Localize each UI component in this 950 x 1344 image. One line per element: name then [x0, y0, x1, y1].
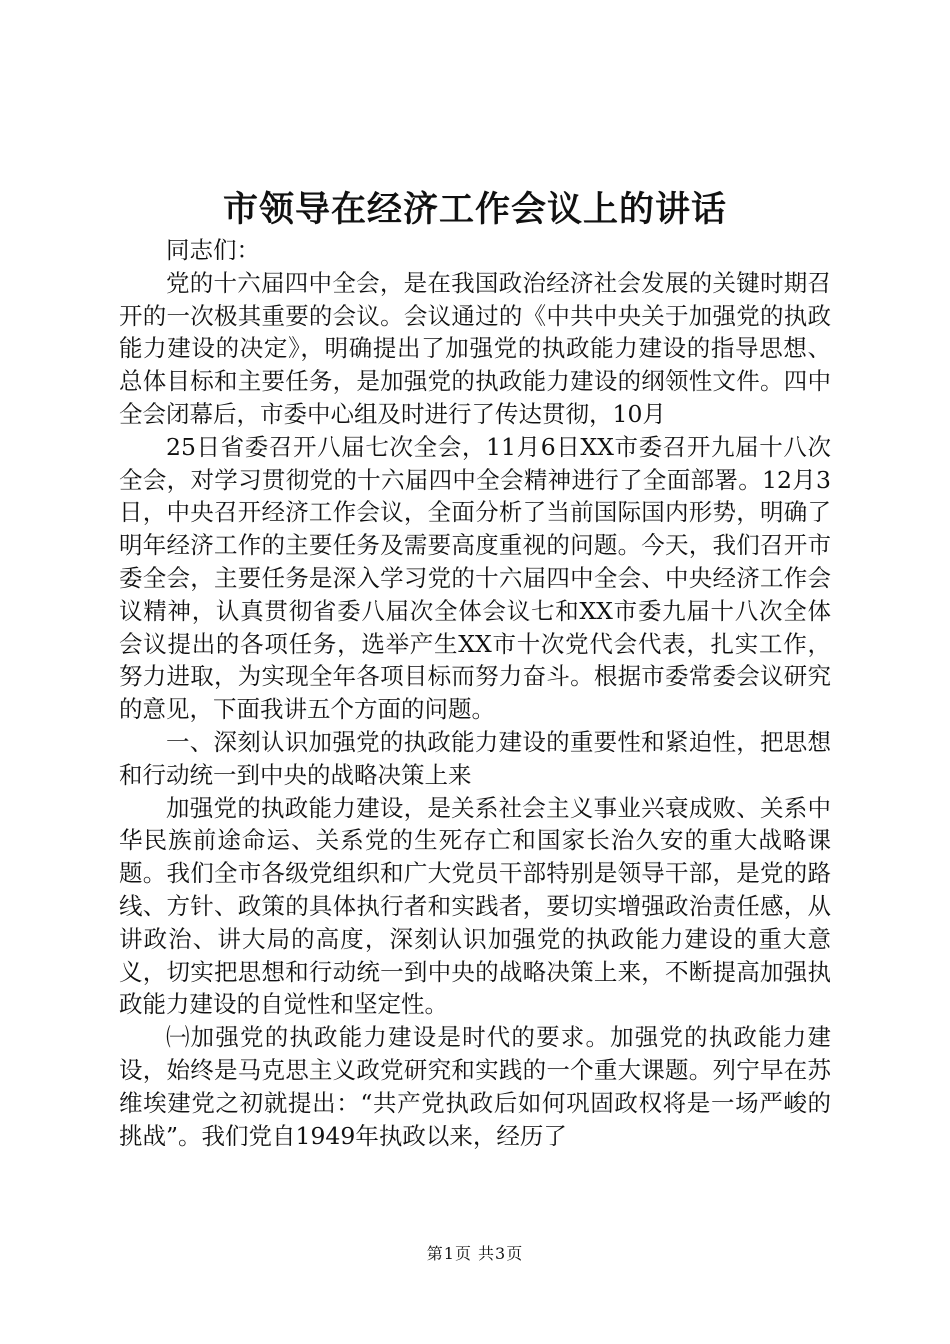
document-title: 市领导在经济工作会议上的讲话 — [222, 189, 727, 230]
page-footer: 第1页 共3页 — [426, 1244, 524, 1263]
paragraph: 党的十六届四中全会，是在我国政治经济社会发展的关键时期召开的一次极其重要的会议。会议通过的《中共中央关于加强党的执政能力建设的决定》，明确提出了加强党的执政能力建设的指导思想、总体目标和主要任务，是加强党的执政能力建设的纲领性文件。四中全会闭幕后，市委中心组及时进行了传达贯彻，10月 — [119, 268, 831, 428]
paragraph: 加强党的执政能力建设，是关系社会主义事业兴衰成败、关系中华民族前途命运、关系党的生死存亡和国家长治久安的重大战略课题。我们全市各级党组织和广大党员干部特别是领导干部，是党的路线、方针、政策的具体执行者和实践者，要切实增强政治责任感，从讲政治、讲大局的高度，深刻认识加强党的执政能力建设的重大意义，切实把思想和行动统一到中央的战略决策上来，不断提高加强执政能力建设的自觉性和坚定性。 — [119, 793, 831, 1019]
section-heading: 一、深刻认识加强党的执政能力建设的重要性和紧迫性，把思想和行动统一到中央的战略决策上来 — [119, 727, 831, 789]
paragraph: 25日省委召开八届七次全会，11月6日XX市委召开九届十八次全会，对学习贯彻党的十六届四中全会精神进行了全面部署。12月3日，中央召开经济工作会议，全面分析了当前国际国内形势，明确了明年经济工作的主要任务及需要高度重视的问题。今天，我们召开市委全会，主要任务是深入学习党的十六届四中全会、中央经济工作会议精神，认真贯彻省委八届次全体会议七和XX市委九届十八次全体会议提出的各项任务，选举产生XX市十次党代会代表，扎实工作，努力进取，为实现全年各项目标而努力奋斗。根据市委常委会议研究的意见，下面我讲五个方面的问题。 — [119, 432, 831, 724]
paragraph: ㈠加强党的执政能力建设是时代的要求。加强党的执政能力建设，始终是马克思主义政党研究和实践的一个重大课题。列宁早在苏维埃建党之初就提出：“共产党执政后如何巩固政权将是一场严峻的挑战”。我们党自1949年执政以来，经历了 — [119, 1023, 831, 1150]
document-body — [119, 234, 831, 1152]
salutation: 同志们： — [166, 236, 260, 264]
